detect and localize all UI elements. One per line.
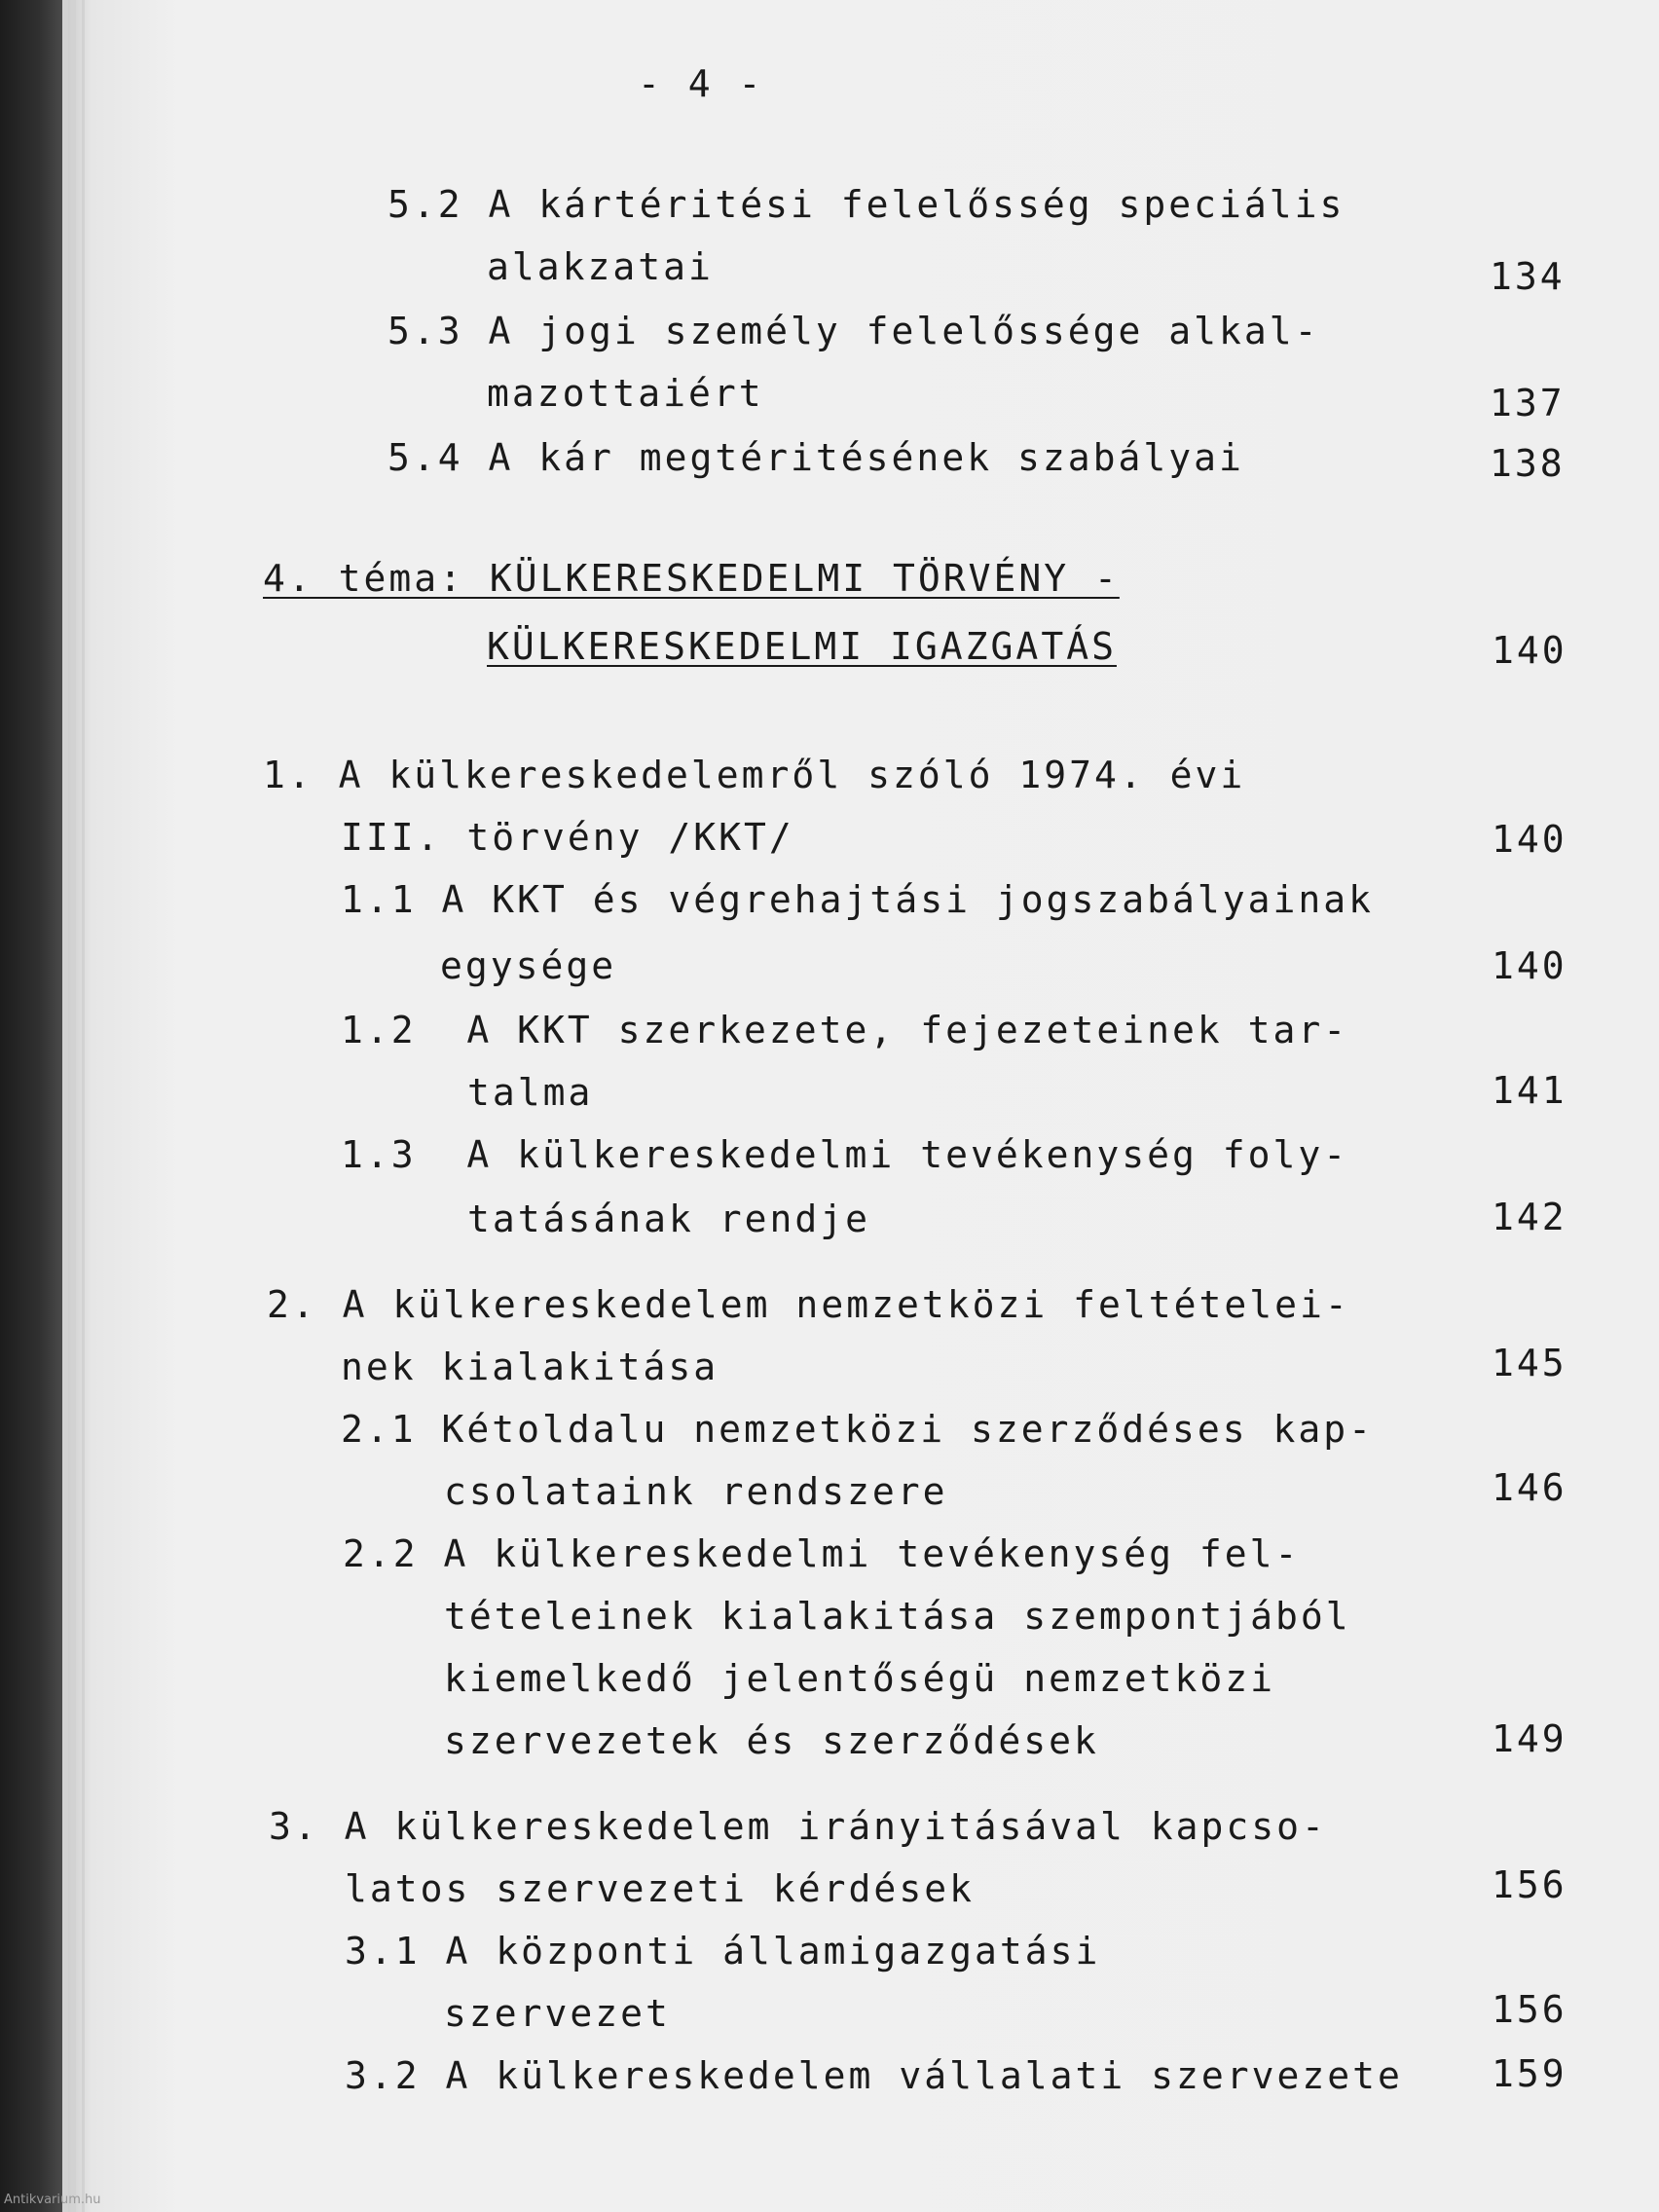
toc-entry-3: 3. A külkereskedelem irányitásával kapcso-	[269, 1805, 1327, 1848]
toc-page-number: 134	[1490, 255, 1566, 298]
toc-page-number: 140	[1492, 629, 1567, 672]
toc-entry-3-1: 3.1 A központi államigazgatási	[345, 1930, 1101, 1972]
page-number: - 4 -	[638, 62, 764, 105]
toc-entry-1: 1. A külkereskedelemről szóló 1974. évi	[263, 754, 1246, 796]
toc-page-number: 140	[1492, 818, 1567, 861]
toc-entry-1-3-cont: tatásának rendje	[467, 1198, 871, 1240]
watermark: Antikvarium.hu	[4, 2193, 101, 2207]
toc-entry-2-2-cont: szervezetek és szerződések	[444, 1719, 1099, 1762]
topic-heading: 4. téma: KÜLKERESKEDELMI TÖRVÉNY -	[263, 557, 1120, 600]
toc-page-number: 149	[1492, 1717, 1567, 1760]
toc-entry-2: 2. A külkereskedelem nemzetközi feltételei-	[267, 1283, 1350, 1326]
toc-page-number: 146	[1492, 1466, 1567, 1509]
toc-page-number: 141	[1492, 1069, 1567, 1112]
page-edge-stripe	[82, 0, 85, 2212]
toc-page-number: 137	[1490, 382, 1566, 424]
toc-page-number: 159	[1492, 2052, 1567, 2095]
topic-heading-cont: KÜLKERESKEDELMI IGAZGATÁS	[487, 625, 1117, 668]
toc-entry-5-2-cont: alakzatai	[487, 245, 714, 288]
toc-page-number: 138	[1490, 442, 1566, 485]
toc-entry-1-2: 1.2 A KKT szerkezete, fejezeteinek tar-	[341, 1009, 1349, 1051]
toc-entry-5-4: 5.4 A kár megtéritésének szabályai	[387, 436, 1244, 479]
toc-entry-1-1-cont: egysége	[440, 944, 617, 987]
toc-entry-1-1: 1.1 A KKT és végrehajtási jogszabályainak	[341, 878, 1374, 921]
toc-entry-2-1: 2.1 Kétoldalu nemzetközi szerződéses kap-	[341, 1408, 1374, 1451]
toc-entry-2-cont: nek kialakitása	[341, 1346, 719, 1388]
toc-page-number: 145	[1492, 1342, 1567, 1384]
toc-entry-2-1-cont: csolataink rendszere	[444, 1470, 948, 1513]
toc-entry-2-2-cont: tételeinek kialakitása szempontjából	[444, 1595, 1351, 1638]
toc-entry-1-cont: III. törvény /KKT/	[341, 816, 794, 859]
toc-page-number: 142	[1492, 1196, 1567, 1238]
toc-page-number: 156	[1492, 1988, 1567, 2031]
toc-entry-3-cont: latos szervezeti kérdések	[345, 1867, 975, 1910]
toc-entry-2-2-cont: kiemelkedő jelentőségü nemzetközi	[444, 1657, 1275, 1700]
toc-entry-3-2: 3.2 A külkereskedelem vállalati szervezete	[345, 2054, 1403, 2097]
page-edge-stripe	[62, 0, 68, 2212]
toc-entry-5-2: 5.2 A kártéritési felelősség speciális	[387, 183, 1346, 226]
page-edge-stripe	[72, 0, 76, 2212]
toc-page-number: 156	[1492, 1863, 1567, 1906]
toc-entry-5-3: 5.3 A jogi személy felelőssége alkal-	[387, 310, 1320, 352]
toc-entry-1-2-cont: talma	[467, 1071, 594, 1114]
toc-entry-5-3-cont: mazottaiért	[487, 372, 764, 415]
toc-page-number: 140	[1492, 944, 1567, 987]
toc-entry-2-2: 2.2 A külkereskedelmi tevékenység fel-	[343, 1532, 1301, 1575]
book-spine-edge	[0, 0, 62, 2212]
toc-entry-1-3: 1.3 A külkereskedelmi tevékenység foly-	[341, 1133, 1349, 1176]
toc-entry-3-1-cont: szervezet	[444, 1992, 671, 2035]
